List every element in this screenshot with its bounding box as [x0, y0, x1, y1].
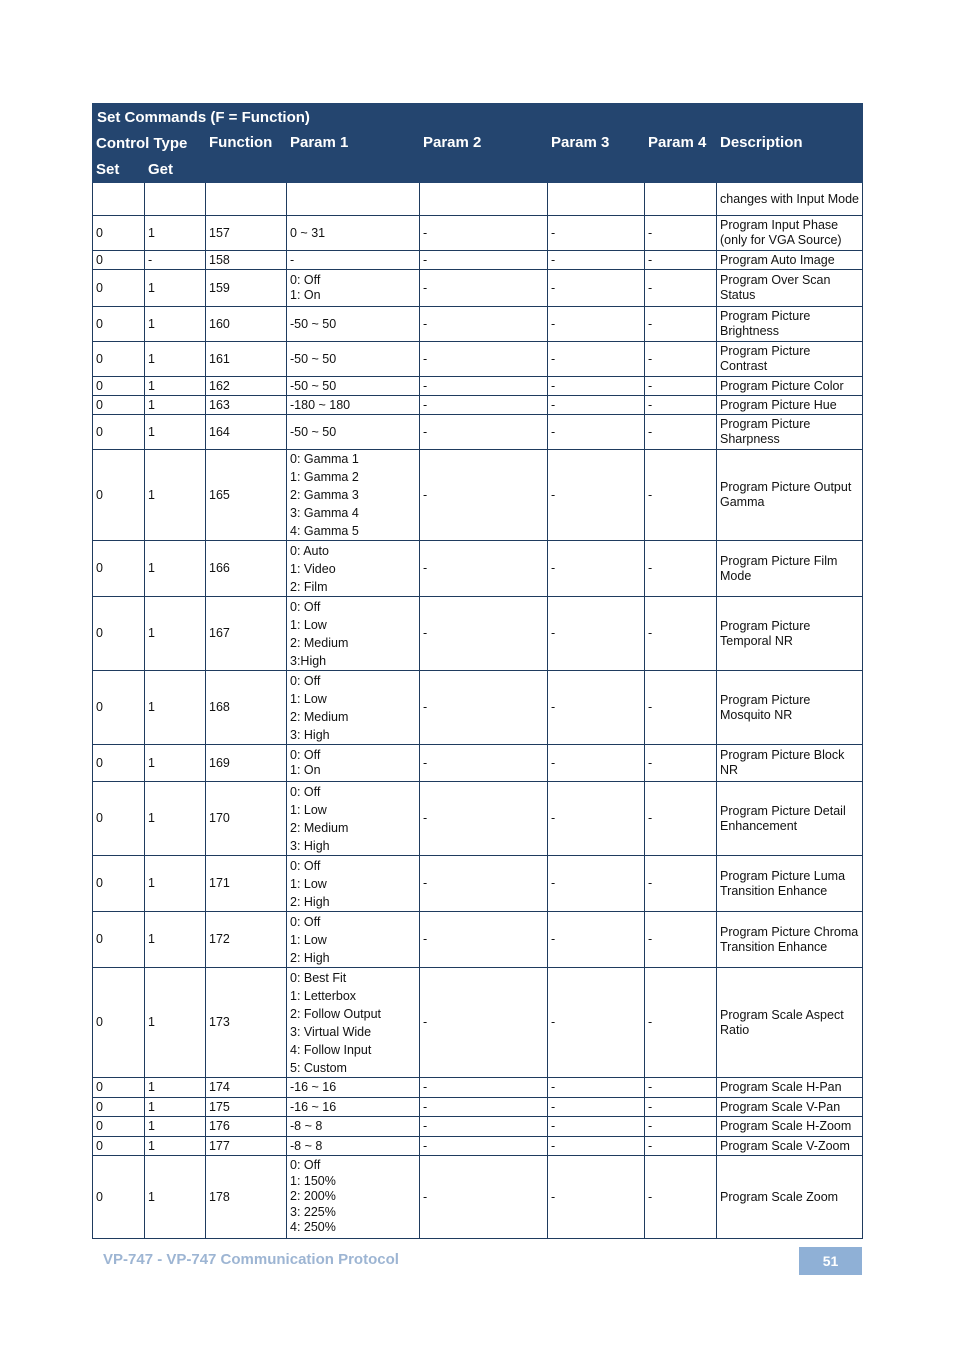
- cell-get: 1: [145, 450, 206, 541]
- table-row: [93, 782, 863, 856]
- cell-param4: -: [645, 270, 717, 307]
- table-row: [93, 541, 863, 597]
- cell-param4: -: [645, 1078, 717, 1098]
- cell-description: Program Picture Contrast: [717, 342, 863, 377]
- param1-line: 3: High: [290, 727, 330, 742]
- cell-set: 0: [93, 396, 145, 415]
- cell-param1: [287, 1078, 420, 1098]
- cell-param2: -: [420, 968, 548, 1078]
- cell-param3: -: [548, 377, 645, 396]
- cell-function: 157: [206, 216, 287, 251]
- cell-param1: [287, 307, 420, 342]
- param1-line: 2: Film: [290, 579, 328, 594]
- cell-param2: -: [420, 270, 548, 307]
- cell-param2: -: [420, 745, 548, 782]
- cell-param4: -: [645, 251, 717, 270]
- cell-param4: -: [645, 968, 717, 1078]
- cell-param3: -: [548, 541, 645, 597]
- cell-function: 158: [206, 251, 287, 270]
- cell-param4: -: [645, 1117, 717, 1137]
- param1-line: -50 ~ 50: [290, 378, 337, 393]
- header-function: Function: [206, 131, 287, 183]
- cell-description: Program Input Phase (only for VGA Source): [717, 216, 863, 251]
- param1-line: 0 ~ 31: [290, 225, 326, 240]
- cell-set: 0: [93, 216, 145, 251]
- cell-param4: -: [645, 1156, 717, 1239]
- table-title: Set Commands (F = Function): [93, 104, 863, 131]
- table-row: [93, 1137, 863, 1156]
- page-number: 51: [822, 1253, 839, 1269]
- cell-function: 160: [206, 307, 287, 342]
- cell-get: 1: [145, 377, 206, 396]
- param1-line: 3: 225%: [290, 1204, 336, 1219]
- cell-param4: -: [645, 782, 717, 856]
- param1-line: -50 ~ 50: [290, 424, 337, 439]
- param1-line: -: [290, 252, 295, 267]
- table-row: [93, 251, 863, 270]
- cell-param2: -: [420, 541, 548, 597]
- cell-get: 1: [145, 216, 206, 251]
- cell-set: 0: [93, 1137, 145, 1156]
- table-row: [93, 396, 863, 415]
- table-row: [93, 1098, 863, 1117]
- cell-set: 0: [93, 912, 145, 968]
- cell-param3: -: [548, 597, 645, 671]
- cell-get: 1: [145, 1098, 206, 1117]
- cell-description: Program Scale H-Pan: [717, 1078, 863, 1098]
- table-row: [93, 1078, 863, 1098]
- cell-function: 165: [206, 450, 287, 541]
- cell-param3: -: [548, 1098, 645, 1117]
- cell-param1: [287, 1156, 420, 1239]
- cell-param3: -: [548, 745, 645, 782]
- cell-function: 163: [206, 396, 287, 415]
- cell-param1: [287, 782, 420, 856]
- table-row: [93, 1117, 863, 1137]
- cell-description: Program Picture Color: [717, 377, 863, 396]
- param1-line: 2: High: [290, 950, 330, 965]
- cell-param3: -: [548, 396, 645, 415]
- cell-param2: -: [420, 396, 548, 415]
- param1-line: 0: Off: [290, 1158, 321, 1173]
- cell-param1: [287, 912, 420, 968]
- cell-get: 1: [145, 968, 206, 1078]
- param1-line: -180 ~ 180: [290, 397, 351, 412]
- cell-param2: -: [420, 597, 548, 671]
- cell-description: Program Picture Brightness: [717, 307, 863, 342]
- cell-param4: -: [645, 541, 717, 597]
- cell-param1: [287, 597, 420, 671]
- param1-line: 0: Off: [290, 858, 321, 873]
- table-row: [93, 342, 863, 377]
- cell-param2: -: [420, 377, 548, 396]
- table-row: [93, 450, 863, 541]
- param1-line: 3:High: [290, 653, 327, 668]
- param1-line: 0: Off: [290, 784, 321, 799]
- cell-param4: -: [645, 745, 717, 782]
- param1-line: 4: 250%: [290, 1220, 336, 1235]
- cell-description: Program Picture Temporal NR: [717, 597, 863, 671]
- table-row: [93, 216, 863, 251]
- cell-param3: -: [548, 912, 645, 968]
- cell-param2: -: [420, 216, 548, 251]
- cell-get: 1: [145, 782, 206, 856]
- cell-param2: -: [420, 1098, 548, 1117]
- param1-line: 2: Medium: [290, 709, 349, 724]
- cell-function: 173: [206, 968, 287, 1078]
- header-param4: Param 4: [645, 131, 717, 183]
- cell-param3: -: [548, 1117, 645, 1137]
- table-row: [93, 912, 863, 968]
- cell-set: 0: [93, 671, 145, 745]
- param1-line: 1: Low: [290, 876, 327, 891]
- cell-description: Program Picture Hue: [717, 396, 863, 415]
- cell-set: 0: [93, 377, 145, 396]
- cell-set: 0: [93, 968, 145, 1078]
- param1-line: 0: Off: [290, 273, 321, 287]
- table-row: [93, 377, 863, 396]
- cell-param4: -: [645, 597, 717, 671]
- cell-set: 0: [93, 415, 145, 450]
- param1-line: -50 ~ 50: [290, 351, 337, 366]
- cell-param4: -: [645, 415, 717, 450]
- cell-function: 169: [206, 745, 287, 782]
- cell-param1: [287, 251, 420, 270]
- param1-line: 0: Off: [290, 914, 321, 929]
- cell-description: Program Picture Output Gamma: [717, 450, 863, 541]
- cell-param2: -: [420, 856, 548, 912]
- param1-line: 0: Off: [290, 599, 321, 614]
- cell-get: 1: [145, 541, 206, 597]
- cell-get: 1: [145, 597, 206, 671]
- cell-description: Program Picture Film Mode: [717, 541, 863, 597]
- cell-function: 175: [206, 1098, 287, 1117]
- header-set: Set: [93, 157, 145, 183]
- param1-line: -8 ~ 8: [290, 1138, 323, 1153]
- table-row: [93, 856, 863, 912]
- cell-set: 0: [93, 782, 145, 856]
- param1-line: 2: Gamma 3: [290, 488, 359, 502]
- param1-line: 5: Custom: [290, 1060, 347, 1075]
- cell-param4: -: [645, 377, 717, 396]
- cell-param2: -: [420, 307, 548, 342]
- cell-set: 0: [93, 307, 145, 342]
- cell-set: 0: [93, 745, 145, 782]
- cell-param3: [548, 183, 645, 216]
- cell-function: 170: [206, 782, 287, 856]
- cell-description: Program Auto Image: [717, 251, 863, 270]
- param1-line: -8 ~ 8: [290, 1119, 323, 1133]
- cell-param1: [287, 541, 420, 597]
- cell-param3: -: [548, 968, 645, 1078]
- cell-description: Program Picture Sharpness: [717, 415, 863, 450]
- cell-param4: -: [645, 856, 717, 912]
- cell-function: 162: [206, 377, 287, 396]
- param1-line: 1: On: [290, 763, 321, 777]
- table-row: [93, 1156, 863, 1239]
- param1-line: 4: Follow Input: [290, 1042, 372, 1057]
- cell-param2: -: [420, 251, 548, 270]
- param1-line: 2: Medium: [290, 635, 349, 650]
- table-row: [93, 183, 863, 216]
- cell-set: 0: [93, 1117, 145, 1137]
- cell-get: 1: [145, 415, 206, 450]
- cell-param1: [287, 342, 420, 377]
- set-commands-table: [92, 103, 863, 1239]
- cell-set: 0: [93, 342, 145, 377]
- table-body: [93, 183, 863, 1239]
- cell-set: 0: [93, 1078, 145, 1098]
- cell-param2: -: [420, 782, 548, 856]
- cell-description: Program Scale V-Pan: [717, 1098, 863, 1117]
- footer-document-title: VP-747 - VP-747 Communication Protocol: [103, 1251, 399, 1268]
- cell-param1: [287, 270, 420, 307]
- table-row: [93, 307, 863, 342]
- cell-function: 161: [206, 342, 287, 377]
- cell-description: Program Picture Block NR: [717, 745, 863, 782]
- cell-set: 0: [93, 856, 145, 912]
- cell-description: Program Scale V-Zoom: [717, 1137, 863, 1156]
- cell-function: 178: [206, 1156, 287, 1239]
- param1-line: 3: High: [290, 838, 330, 853]
- cell-param4: -: [645, 1098, 717, 1117]
- param1-line: 1: Low: [290, 802, 327, 817]
- cell-get: 1: [145, 671, 206, 745]
- cell-get: -: [145, 251, 206, 270]
- param1-line: 1: Low: [290, 617, 327, 632]
- cell-set: 0: [93, 597, 145, 671]
- param1-line: 1: On: [290, 288, 321, 302]
- cell-set: 0: [93, 1098, 145, 1117]
- cell-param3: -: [548, 671, 645, 745]
- cell-param3: -: [548, 270, 645, 307]
- param1-line: 3: Virtual Wide: [290, 1024, 372, 1039]
- cell-function: 164: [206, 415, 287, 450]
- param1-line: 0: Best Fit: [290, 970, 347, 985]
- param1-line: 1: Letterbox: [290, 988, 357, 1003]
- param1-line: [290, 192, 416, 207]
- cell-function: 159: [206, 270, 287, 307]
- cell-param4: -: [645, 450, 717, 541]
- cell-get: 1: [145, 1137, 206, 1156]
- param1-line: 0: Off: [290, 748, 321, 762]
- cell-param1: [287, 415, 420, 450]
- cell-param1: [287, 377, 420, 396]
- cell-param2: -: [420, 1137, 548, 1156]
- param1-line: -16 ~ 16: [290, 1080, 337, 1094]
- param1-line: 2: High: [290, 894, 330, 909]
- table-row: [93, 270, 863, 307]
- cell-param1: [287, 450, 420, 541]
- param1-line: 1: Video: [290, 561, 336, 576]
- param1-line: 2: Medium: [290, 820, 349, 835]
- cell-function: 172: [206, 912, 287, 968]
- table-row: [93, 968, 863, 1078]
- cell-param1: [287, 1117, 420, 1137]
- cell-param4: -: [645, 671, 717, 745]
- param1-line: -50 ~ 50: [290, 316, 337, 331]
- cell-function: 171: [206, 856, 287, 912]
- cell-param2: -: [420, 671, 548, 745]
- cell-param1: [287, 216, 420, 251]
- table-row: [93, 671, 863, 745]
- param1-line: 1: Gamma 2: [290, 470, 359, 484]
- cell-param1: [287, 183, 420, 216]
- cell-param1: [287, 745, 420, 782]
- cell-get: 1: [145, 396, 206, 415]
- cell-param1: [287, 968, 420, 1078]
- cell-get: 1: [145, 307, 206, 342]
- param1-line: 1: Low: [290, 691, 327, 706]
- cell-param1: [287, 671, 420, 745]
- header-description: Description: [717, 131, 863, 183]
- header-get: Get: [145, 157, 206, 183]
- param1-line: 0: Gamma 1: [290, 452, 359, 466]
- param1-line: 1: 150%: [290, 1173, 336, 1188]
- cell-description: changes with Input Mode: [717, 183, 863, 216]
- cell-get: 1: [145, 1156, 206, 1239]
- cell-param1: [287, 396, 420, 415]
- param1-line: 0: Auto: [290, 543, 329, 558]
- cell-get: 1: [145, 856, 206, 912]
- cell-param3: -: [548, 1078, 645, 1098]
- cell-set: 0: [93, 270, 145, 307]
- table-row: [93, 597, 863, 671]
- param1-line: 1: Low: [290, 932, 327, 947]
- cell-description: Program Picture Chroma Transition Enhance: [717, 912, 863, 968]
- cell-description: Program Over Scan Status: [717, 270, 863, 307]
- cell-param4: -: [645, 1137, 717, 1156]
- cell-description: Program Picture Detail Enhancement: [717, 782, 863, 856]
- cell-function: 177: [206, 1137, 287, 1156]
- param1-line: -16 ~ 16: [290, 1099, 337, 1114]
- cell-function: 168: [206, 671, 287, 745]
- cell-get: 1: [145, 270, 206, 307]
- cell-param2: -: [420, 415, 548, 450]
- param1-line: 2: Follow Output: [290, 1006, 382, 1021]
- cell-param2: -: [420, 450, 548, 541]
- cell-set: 0: [93, 251, 145, 270]
- cell-param4: -: [645, 396, 717, 415]
- param1-line: 3: Gamma 4: [290, 506, 359, 520]
- cell-function: 166: [206, 541, 287, 597]
- cell-param4: -: [645, 912, 717, 968]
- cell-function: [206, 183, 287, 216]
- cell-param4: -: [645, 216, 717, 251]
- cell-param2: -: [420, 1078, 548, 1098]
- cell-get: [145, 183, 206, 216]
- page-number-badge: [799, 1247, 862, 1275]
- cell-param1: [287, 1137, 420, 1156]
- cell-param3: -: [548, 1137, 645, 1156]
- cell-param3: -: [548, 342, 645, 377]
- cell-param1: [287, 1098, 420, 1117]
- cell-param2: -: [420, 342, 548, 377]
- cell-param2: -: [420, 1117, 548, 1137]
- cell-param2: -: [420, 912, 548, 968]
- header-param3: Param 3: [548, 131, 645, 183]
- cell-param3: -: [548, 856, 645, 912]
- cell-set: 0: [93, 450, 145, 541]
- cell-param4: -: [645, 307, 717, 342]
- cell-description: Program Scale Zoom: [717, 1156, 863, 1239]
- param1-line: 4: Gamma 5: [290, 524, 359, 538]
- cell-get: 1: [145, 342, 206, 377]
- cell-param3: -: [548, 415, 645, 450]
- cell-param1: [287, 856, 420, 912]
- cell-set: 0: [93, 541, 145, 597]
- cell-set: [93, 183, 145, 216]
- cell-function: 167: [206, 597, 287, 671]
- table-row: [93, 745, 863, 782]
- table-row: [93, 415, 863, 450]
- cell-param3: -: [548, 251, 645, 270]
- cell-function: 176: [206, 1117, 287, 1137]
- cell-param2: -: [420, 1156, 548, 1239]
- cell-param3: -: [548, 450, 645, 541]
- cell-function: 174: [206, 1078, 287, 1098]
- header-control-type: Control Type: [93, 131, 206, 157]
- cell-description: Program Picture Mosquito NR: [717, 671, 863, 745]
- cell-description: Program Scale H-Zoom: [717, 1117, 863, 1137]
- cell-get: 1: [145, 912, 206, 968]
- cell-get: 1: [145, 1078, 206, 1098]
- cell-param3: -: [548, 307, 645, 342]
- cell-description: Program Scale Aspect Ratio: [717, 968, 863, 1078]
- cell-param3: -: [548, 216, 645, 251]
- param1-line: 2: 200%: [290, 1189, 336, 1204]
- cell-param4: [645, 183, 717, 216]
- cell-param2: [420, 183, 548, 216]
- cell-get: 1: [145, 745, 206, 782]
- header-param2: Param 2: [420, 131, 548, 183]
- cell-get: 1: [145, 1117, 206, 1137]
- cell-param3: -: [548, 1156, 645, 1239]
- header-param1: Param 1: [287, 131, 420, 183]
- cell-set: 0: [93, 1156, 145, 1239]
- param1-line: 0: Off: [290, 673, 321, 688]
- cell-description: Program Picture Luma Transition Enhance: [717, 856, 863, 912]
- cell-param4: -: [645, 342, 717, 377]
- cell-param3: -: [548, 782, 645, 856]
